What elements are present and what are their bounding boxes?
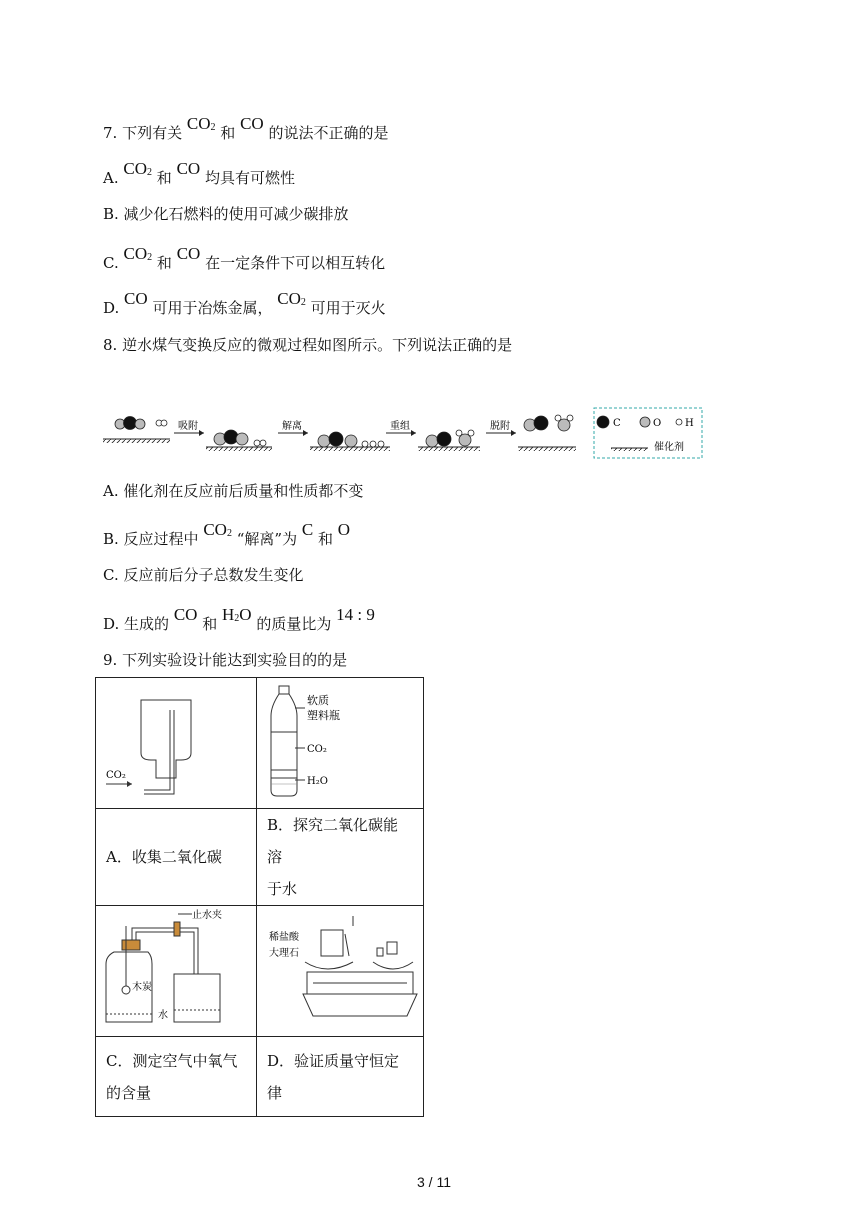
formula-co: CO — [240, 114, 264, 133]
svg-text:塑料瓶: 塑料瓶 — [307, 709, 340, 722]
option-d-caption: D．验证质量守恒定律 — [257, 1037, 424, 1117]
stage-recombined — [426, 430, 474, 447]
step-recombine: 重组 — [390, 421, 410, 432]
q9-stem: 9. 下列实验设计能达到实验目的的是 — [103, 651, 348, 669]
page-number: 3 / 11 — [417, 1174, 451, 1190]
oxygen-measurement-figure — [96, 906, 256, 1032]
gas-collection-figure — [96, 678, 256, 804]
legend-box — [594, 408, 702, 458]
stage-products — [524, 415, 573, 431]
svg-text:O: O — [653, 418, 662, 429]
q9-options-table — [95, 677, 424, 1117]
svg-text:H₂O: H₂O — [307, 776, 328, 787]
figure-d-cell — [257, 906, 424, 1037]
svg-text:H: H — [685, 418, 694, 429]
q7-option-b: B. 减少化石燃料的使用可减少碳排放 — [103, 205, 349, 223]
q7-stem: 7. 下列有关 $CO_2$ 和 CO 的说法不正确的是 — [103, 114, 389, 142]
svg-text:CO₂: CO₂ — [106, 770, 126, 781]
formula-co2: $CO_2$ — [186, 114, 216, 133]
q8-option-a: A. 催化剂在反应前后质量和性质都不变 — [103, 482, 364, 500]
reaction-diagram — [100, 405, 710, 465]
svg-text:C: C — [613, 418, 621, 429]
q8-option-d: D. 生成的 CO 和 $H_2O$ 的质量比为 14 : 9 — [103, 605, 375, 633]
svg-text:大理石: 大理石 — [269, 948, 299, 959]
q7-option-d: D. CO 可用于冶炼金属， $CO_2$ 可用于灭火 — [103, 289, 386, 317]
svg-text:木炭: 木炭 — [132, 982, 152, 993]
svg-text:止水夹: 止水夹 — [192, 910, 222, 921]
figure-b-cell — [257, 678, 424, 809]
stage-initial — [115, 417, 167, 430]
figure-a-cell — [96, 678, 257, 809]
q8-option-b: B. 反应过程中 $CO_2$ “解离”为 C 和 O — [103, 520, 351, 548]
svg-text:稀盐酸: 稀盐酸 — [269, 932, 299, 943]
q8-stem: 8. 逆水煤气变换反应的微观过程如图所示。下列说法正确的是 — [103, 336, 513, 354]
option-c-caption: C．测定空气中氧气 的含量 — [96, 1037, 257, 1117]
svg-text:水: 水 — [158, 1010, 168, 1021]
step-adsorb: 吸附 — [178, 421, 198, 432]
q7-option-c: C. $CO_2$ 和 CO 在一定条件下可以相互转化 — [103, 244, 386, 272]
figure-c-cell — [96, 906, 257, 1037]
balance-figure — [257, 906, 423, 1032]
stage-adsorbed — [214, 430, 266, 446]
q8-option-c: C. 反应前后分子总数发生变化 — [103, 566, 304, 584]
step-desorb: 脱附 — [490, 421, 510, 432]
plastic-bottle-figure — [257, 678, 423, 804]
stage-dissociated — [318, 432, 384, 447]
svg-text:CO₂: CO₂ — [307, 744, 327, 755]
q7-option-a: A. $CO_2$ 和 CO 均具有可燃性 — [103, 159, 296, 187]
option-a-caption: A．收集二氧化碳 — [96, 809, 257, 906]
svg-text:催化剂: 催化剂 — [654, 442, 684, 453]
step-dissociate: 解离 — [282, 421, 302, 432]
option-b-caption: B．探究二氧化碳能溶 于水 — [257, 809, 424, 906]
svg-text:软质: 软质 — [307, 694, 329, 707]
